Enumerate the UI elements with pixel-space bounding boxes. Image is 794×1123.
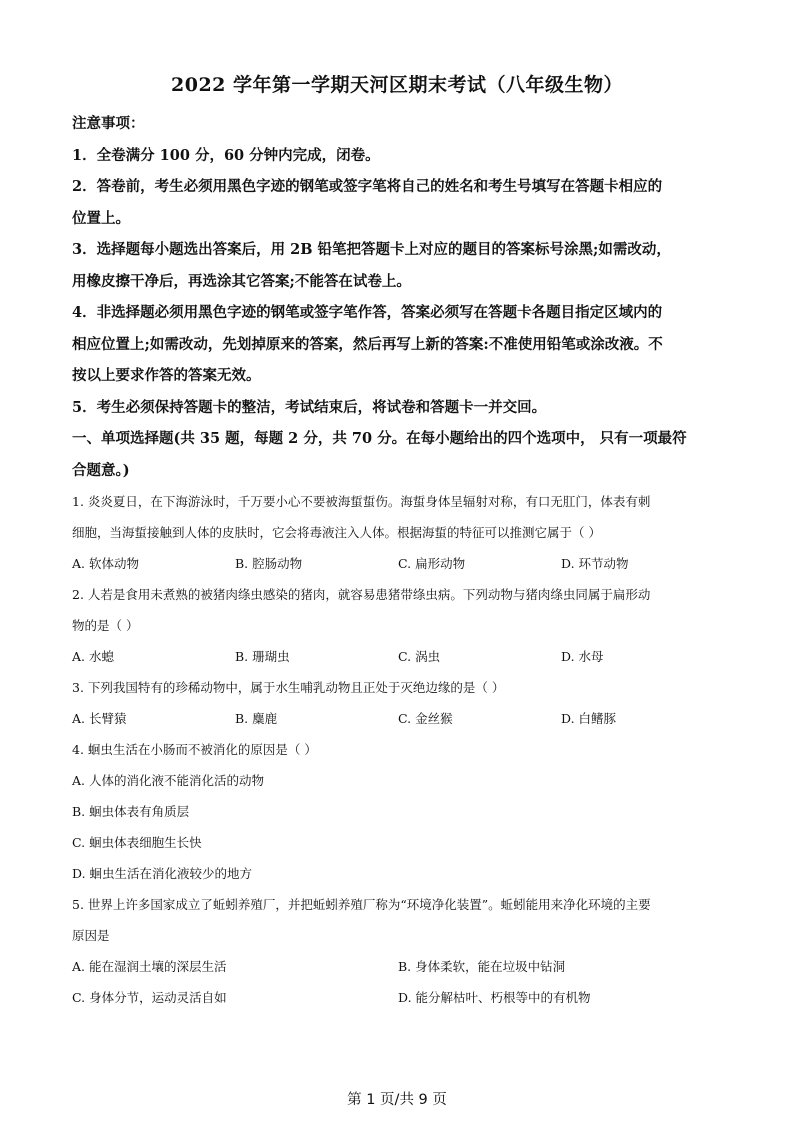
option-b: B. 蛔虫体表有角质层 <box>72 804 190 819</box>
notes-line: 1．全卷满分 100 分，60 分钟内完成，闭卷。 <box>72 146 380 164</box>
question-options <box>72 703 724 734</box>
question-stem: 3. 下列我国特有的珍稀动物中，属于水生哺乳动物且正处于灭绝边缘的是（ ） <box>72 680 505 695</box>
option-b: B. 身体柔软，能在垃圾中钻洞 <box>398 959 566 974</box>
question-stem: 5. 世界上许多国家成立了蚯蚓养殖厂，并把蚯蚓养殖厂称为“环境净化装置”。蚯蚓能用来净化环境的主要 <box>72 897 651 912</box>
question-options <box>72 982 724 1013</box>
notes-line: 相应位置上;如需改动，先划掉原来的答案，然后再写上新的答案:不准使用铅笔或涂改液。不 <box>72 335 663 353</box>
question-5 <box>72 889 724 1013</box>
question-options <box>72 548 724 579</box>
question-stem: 1. 炎炎夏日，在下海游泳时，千万要小心不要被海蜇蜇伤。海蜇身体呈辐射对称，有口无肛门，体表有刺 <box>72 494 651 509</box>
question-stem: 4. 蛔虫生活在小肠而不被消化的原因是（ ） <box>72 742 317 757</box>
option-a: A. 人体的消化液不能消化活的动物 <box>72 773 264 788</box>
option-b: B. 麋鹿 <box>235 711 278 726</box>
notes-line: 2．答卷前，考生必须用黑色字迹的钢笔或签字笔将自己的姓名和考生号填写在答题卡相应的 <box>72 178 663 195</box>
notes-line: 4．非选择题必须用黑色字迹的钢笔或签字笔作答，答案必须写在答题卡各题目指定区域内的 <box>72 304 663 321</box>
question-2 <box>72 579 724 672</box>
option-a: A. 软体动物 <box>72 556 139 571</box>
section-heading-line: 合题意。) <box>72 461 130 479</box>
option-d: D. 水母 <box>561 649 604 664</box>
option-c: C. 涡虫 <box>398 649 441 664</box>
question-stem: 物的是（ ） <box>72 618 139 633</box>
question-stem: 原因是 <box>72 928 110 943</box>
question-options <box>72 951 724 982</box>
question-options <box>72 641 724 672</box>
option-d: D. 能分解枯叶、朽根等中的有机物 <box>398 990 591 1005</box>
notes-line: 位置上。 <box>72 209 130 227</box>
option-a: A. 水螅 <box>72 649 114 664</box>
notes-line: 用橡皮擦干净后，再选涂其它答案;不能答在试卷上。 <box>72 272 411 290</box>
option-c: C. 金丝猴 <box>398 711 453 726</box>
page-number: 第 1 页/共 9 页 <box>347 1092 447 1108</box>
question-stem: 细胞，当海蜇接触到人体的皮肤时，它会将毒液注入人体。根据海蜇的特征可以推测它属于（ ） <box>72 525 601 540</box>
option-d: D. 环节动物 <box>561 556 629 571</box>
page-content <box>72 108 724 1013</box>
notes-heading: 注意事项： <box>72 115 145 132</box>
notes-line: 5．考生必须保持答题卡的整洁，考试结束后，将试卷和答题卡一并交回。 <box>72 398 547 416</box>
section-heading <box>72 423 724 486</box>
option-c: C. 蛔虫体表细胞生长快 <box>72 835 202 850</box>
question-3 <box>72 672 724 734</box>
section-heading-line: 一、单项选择题(共 35 题，每题 2 分，共 70 分。在每小题给出的四个选项中， 只有一项最符 <box>72 430 687 447</box>
question-1 <box>72 486 724 579</box>
page-title: 2022 学年第一学期天河区期末考试（八年级生物） <box>171 74 623 96</box>
option-c: C. 身体分节，运动灵活自如 <box>72 990 227 1005</box>
option-a: A. 能在湿润土壤的深层生活 <box>72 959 227 974</box>
notes-line: 按以上要求作答的答案无效。 <box>72 367 261 384</box>
question-stem: 2. 人若是食用未煮熟的被猪肉绦虫感染的猪肉，就容易患猪带绦虫病。下列动物与猪肉绦虫同属于扁形动 <box>72 587 651 602</box>
question-4 <box>72 734 724 889</box>
notes-line: 3．选择题每小题选出答案后，用 2B 铅笔把答题卡上对应的题目的答案标号涂黑;如需改动， <box>72 241 671 258</box>
option-a: A. 长臂猿 <box>72 711 127 726</box>
option-b: B. 珊瑚虫 <box>235 649 290 664</box>
notes-section <box>72 108 724 423</box>
option-d: D. 蛔虫生活在消化液较少的地方 <box>72 866 253 881</box>
option-b: B. 腔肠动物 <box>235 556 303 571</box>
option-d: D. 白鳍豚 <box>561 711 617 726</box>
option-c: C. 扁形动物 <box>398 556 466 571</box>
